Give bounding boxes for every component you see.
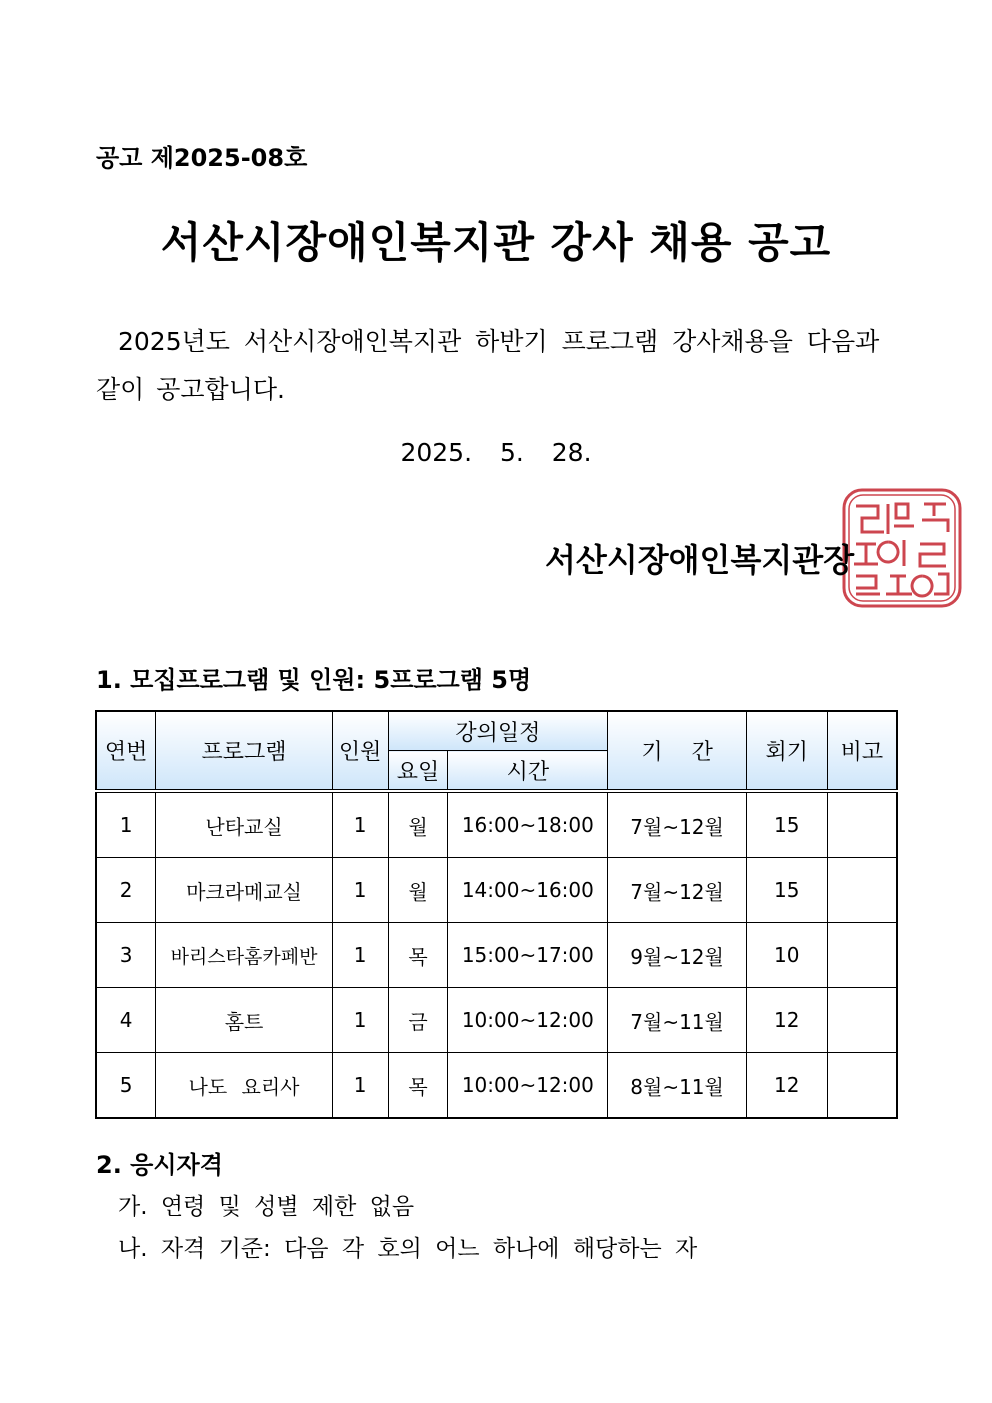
cell-count: 1 bbox=[332, 858, 388, 923]
cell-time: 15:00~17:00 bbox=[448, 923, 608, 988]
cell-day: 목 bbox=[388, 923, 448, 988]
qualification-item-a: 가. 연령 및 성별 제한 없음 bbox=[118, 1194, 415, 1220]
cell-note bbox=[827, 791, 897, 858]
cell-no: 4 bbox=[96, 988, 156, 1053]
cell-sessions: 12 bbox=[746, 1053, 827, 1119]
cell-day: 목 bbox=[388, 1053, 448, 1119]
cell-time: 10:00~12:00 bbox=[448, 1053, 608, 1119]
cell-sessions: 15 bbox=[746, 858, 827, 923]
header-period: 기 간 bbox=[608, 711, 747, 791]
cell-period: 7월~11월 bbox=[608, 988, 747, 1053]
cell-period: 9월~12월 bbox=[608, 923, 747, 988]
cell-period: 8월~11월 bbox=[608, 1053, 747, 1119]
cell-program: 바리스타홈카페반 bbox=[156, 923, 332, 988]
cell-period: 7월~12월 bbox=[608, 858, 747, 923]
intro-text-line-2: 같이 공고합니다. bbox=[96, 375, 285, 404]
section-1-heading: 1. 모집프로그램 및 인원: 5프로그램 5명 bbox=[96, 666, 532, 694]
cell-no: 5 bbox=[96, 1053, 156, 1119]
cell-count: 1 bbox=[332, 791, 388, 858]
cell-time: 16:00~18:00 bbox=[448, 791, 608, 858]
cell-no: 2 bbox=[96, 858, 156, 923]
header-time: 시간 bbox=[448, 751, 608, 792]
cell-no: 3 bbox=[96, 923, 156, 988]
table-row bbox=[96, 923, 897, 988]
cell-period: 7월~12월 bbox=[608, 791, 747, 858]
header-no: 연번 bbox=[96, 711, 156, 791]
issuer-name: 서산시장애인복지관장 bbox=[545, 541, 855, 579]
qualification-item-b: 나. 자격 기준: 다음 각 호의 어느 하나에 해당하는 자 bbox=[118, 1236, 698, 1262]
cell-note bbox=[827, 1053, 897, 1119]
cell-sessions: 12 bbox=[746, 988, 827, 1053]
section-2-heading: 2. 응시자격 bbox=[96, 1151, 223, 1179]
program-table bbox=[95, 710, 898, 1119]
table-row bbox=[96, 791, 897, 858]
cell-note bbox=[827, 858, 897, 923]
cell-program: 나도 요리사 bbox=[156, 1053, 332, 1119]
cell-program: 홈트 bbox=[156, 988, 332, 1053]
header-program: 프로그램 bbox=[156, 711, 332, 791]
table-row bbox=[96, 988, 897, 1053]
cell-day: 월 bbox=[388, 858, 448, 923]
header-sessions: 회기 bbox=[746, 711, 827, 791]
notice-number: 공고 제2025-08호 bbox=[96, 144, 308, 172]
table-row bbox=[96, 1053, 897, 1119]
header-schedule: 강의일정 bbox=[388, 711, 608, 751]
header-day: 요일 bbox=[388, 751, 448, 792]
cell-day: 월 bbox=[388, 791, 448, 858]
announcement-date: 2025. 5. 28. bbox=[400, 438, 592, 467]
cell-note bbox=[827, 988, 897, 1053]
cell-sessions: 15 bbox=[746, 791, 827, 858]
cell-count: 1 bbox=[332, 923, 388, 988]
document-title: 서산시장애인복지관 강사 채용 공고 bbox=[160, 218, 832, 267]
cell-program: 마크라메교실 bbox=[156, 858, 332, 923]
cell-sessions: 10 bbox=[746, 923, 827, 988]
cell-note bbox=[827, 923, 897, 988]
cell-time: 14:00~16:00 bbox=[448, 858, 608, 923]
cell-program: 난타교실 bbox=[156, 791, 332, 858]
cell-no: 1 bbox=[96, 791, 156, 858]
table-row bbox=[96, 858, 897, 923]
header-note: 비고 bbox=[827, 711, 897, 791]
cell-count: 1 bbox=[332, 1053, 388, 1119]
intro-text-line-1: 2025년도 서산시장애인복지관 하반기 프로그램 강사채용을 다음과 bbox=[118, 327, 880, 356]
cell-count: 1 bbox=[332, 988, 388, 1053]
cell-time: 10:00~12:00 bbox=[448, 988, 608, 1053]
official-seal-stamp bbox=[838, 484, 966, 612]
cell-day: 금 bbox=[388, 988, 448, 1053]
header-count: 인원 bbox=[332, 711, 388, 791]
